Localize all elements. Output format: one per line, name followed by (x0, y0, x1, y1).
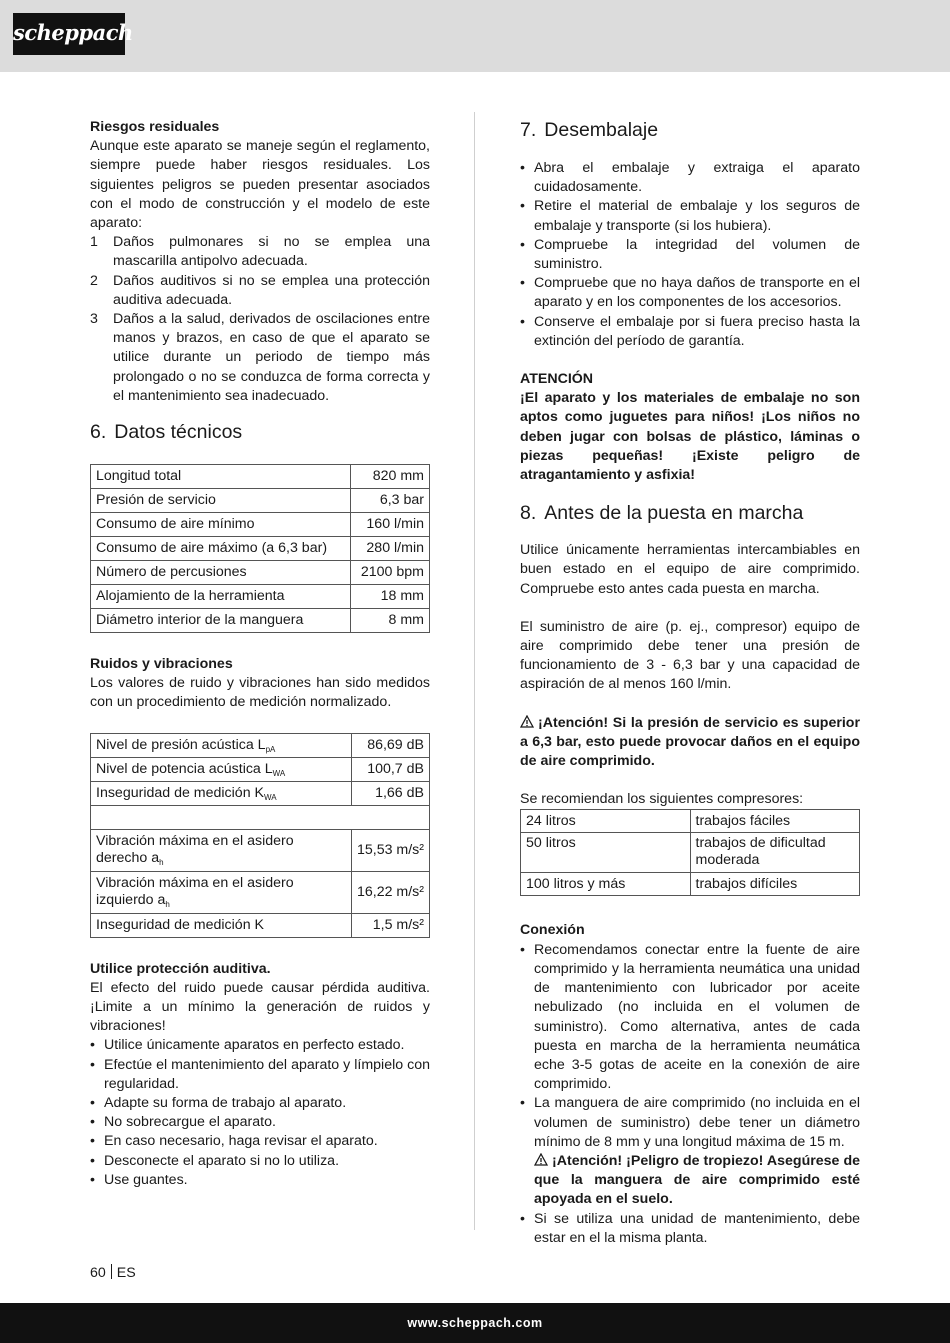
item-text: La manguera de aire comprimido (no incluida en el volumen de suministro) debe tener un diámetro mínimo de 8 mm y una longitud máxima de 15 m. (534, 1095, 860, 1150)
list-item: • Retire el material de embalaje y los seguros de embalaje y transporte (si los hubiera). (520, 197, 860, 235)
cell-value: 86,69 dB (351, 733, 429, 757)
right-column (520, 118, 860, 1248)
table-row (91, 585, 430, 609)
cell-size: 100 litros y más (521, 873, 691, 896)
cell-label: Nivel de presión acústica $L_{pA}$ (91, 733, 352, 757)
language-code: ES (116, 1265, 136, 1281)
residual-risks-intro: Aunque este aparato se maneje según el reglamento, siempre puede haber riesgos residuales. Los siguientes peligros se pueden presentar asociados con el modo de construcción y el modelo de este aparato: (90, 138, 430, 232)
cell-label: Inseguridad de medición K (91, 913, 352, 937)
list-item (520, 1094, 860, 1209)
item-text: Daños a la salud, derivados de oscilaciones entre manos y brazos, en caso de que el aparato se utilice durante un periodo de tiempo más prolongado o no se conduzca de forma correcta y el mantenimiento sea inadecuado. (113, 311, 430, 404)
list-item: • Adapte su forma de trabajo al aparato. (90, 1094, 430, 1113)
hearing-list (90, 1036, 430, 1190)
empty-cell (91, 805, 430, 829)
list-item: • Compruebe que no haya daños de transporte en el aparato y en los componentes de los accesorios. (520, 274, 860, 312)
cell-value: 1,5 m/s² (351, 913, 429, 937)
page-number (90, 1264, 136, 1283)
table-row (91, 733, 430, 757)
cell-label: Nivel de potencia acústica $L_{WA}$ (91, 757, 352, 781)
item-text: Daños auditivos si no se emplea una protección auditiva adecuada. (113, 272, 430, 308)
cell-label: Consumo de aire mínimo (91, 513, 351, 537)
cell-use: trabajos difíciles (690, 873, 860, 896)
cell-value: 160 l/min (350, 513, 429, 537)
section-7-title (520, 118, 860, 142)
item-text: Daños pulmonares si no se emplea una mascarilla antipolvo adecuada. (113, 234, 430, 270)
list-item: • Recomendamos conectar entre la fuente de aire comprimido y la herramienta neumática una unidad de mantenimiento con lubricador por aceite nebulizado (no incluida en el volumen de suministro). Como alternativa, antes de cada puesta en marcha de la herramienta neumática eche 3-5 gotas de aceite en la conexión de aire comprimido. (520, 941, 860, 1095)
table-row (91, 609, 430, 633)
compressor-table (520, 809, 860, 896)
warning-text: ¡Atención! Si la presión de servicio es superior a 6,3 bar, esto puede provocar daños en el equipo de aire comprimido. (520, 714, 860, 770)
website-link[interactable]: www.scheppach.com (407, 1316, 543, 1330)
list-item: • No sobrecargue el aparato. (90, 1113, 430, 1132)
cell-label: Número de percusiones (91, 561, 351, 585)
table-row (521, 833, 860, 873)
cell-label: Inseguridad de medición $K_{WA}$ (91, 781, 352, 805)
item-number: 3 (90, 311, 98, 328)
cell-label: Longitud total (91, 465, 351, 489)
list-item: • Use guantes. (90, 1171, 430, 1190)
connection-list (520, 941, 860, 1248)
compressor-intro: Se recomiendan los siguientes compresores: (520, 791, 804, 808)
cell-use: trabajos fáciles (690, 810, 860, 833)
cell-value: 6,3 bar (350, 489, 429, 513)
cell-value: 1,66 dB (351, 781, 429, 805)
table-row (521, 810, 860, 833)
noise-table (90, 733, 430, 938)
list-item (90, 233, 430, 271)
table-row (91, 561, 430, 585)
footer-bar (0, 1303, 950, 1343)
warning-triangle-icon (520, 715, 534, 728)
table-row (91, 913, 430, 937)
section-title-text: Desembalaje (544, 119, 659, 141)
table-row-empty (91, 805, 430, 829)
tripping-warning (534, 1152, 860, 1210)
item-number: 2 (90, 272, 98, 289)
cell-value: 2100 bpm (350, 561, 429, 585)
item-number: 1 (90, 234, 98, 251)
table-row (91, 871, 430, 913)
cell-size: 24 litros (521, 810, 691, 833)
table-row (91, 757, 430, 781)
column-divider (474, 112, 475, 1230)
table-row (91, 513, 430, 537)
section-title-text: Datos técnicos (114, 421, 243, 444)
list-item: • Abra el embalaje y extraiga el aparato cuidadosamente. (520, 159, 860, 197)
list-item: • Utilice únicamente aparatos en perfecto estado. (90, 1036, 430, 1055)
section-title-text: Antes de la puesta en marcha (544, 502, 804, 525)
cell-value: 820 mm (350, 465, 429, 489)
cell-value: 15,53 m/s² (351, 829, 429, 871)
list-item (90, 272, 430, 310)
list-item: • En caso necesario, haga revisar el aparato. (90, 1132, 430, 1151)
section-number: 7. (520, 119, 537, 141)
table-row (91, 829, 430, 871)
before-paragraph-2: El suministro de aire (p. ej., compresor) equipo de aire comprimido debe tener una presión de funcionamiento de 3 - 6,3 bar y una capacidad de aspiración de al menos 160 l/min. (520, 618, 860, 693)
table-row (521, 873, 860, 896)
connection-heading: Conexión (520, 922, 585, 939)
list-item: • Desconecte el aparato si no lo utiliza. (90, 1152, 430, 1171)
cell-value: 280 l/min (350, 537, 429, 561)
cell-value: 8 mm (350, 609, 429, 633)
list-item (90, 310, 430, 406)
section-number: 8. (520, 502, 537, 525)
noise-intro: Los valores de ruido y vibraciones han sido medidos con un procedimiento de medición normalizado. (90, 675, 430, 711)
list-item: • Conserve el embalaje por si fuera preciso hasta la extinción del período de garantía. (520, 313, 860, 351)
tech-data-table (90, 464, 430, 633)
left-column (90, 118, 430, 1190)
cell-label: Vibración máxima en el asidero izquierdo $a_h$ (91, 871, 352, 913)
hearing-heading: Utilice protección auditiva. (90, 960, 271, 977)
cell-use: trabajos de dificultad moderada (690, 833, 860, 873)
table-row (91, 537, 430, 561)
cell-value: 16,22 m/s² (351, 871, 429, 913)
cell-size: 50 litros (521, 833, 691, 873)
attention-text: ¡El aparato y los materiales de embalaje no son aptos como juguetes para niños! ¡Los niños no deben jugar con bolsas de plástico, láminas o piezas pequeñas! ¡Existe peligro de atragantamiento y asfixia! (520, 390, 860, 484)
section-8-title (520, 501, 860, 525)
cell-label: Presión de servicio (91, 489, 351, 513)
attention-label: ATENCIÓN (520, 371, 594, 388)
table-row (91, 465, 430, 489)
section-6-title (90, 420, 430, 444)
cell-value: 18 mm (350, 585, 429, 609)
unpack-list (520, 159, 860, 351)
separator (111, 1264, 112, 1279)
pressure-warning (520, 714, 860, 772)
table-row (91, 489, 430, 513)
list-item: • Si se utiliza una unidad de mantenimiento, debe estar en el la misma planta. (520, 1210, 860, 1248)
warning-triangle-icon (534, 1153, 548, 1166)
cell-value: 100,7 dB (351, 757, 429, 781)
page-number-value: 60 (90, 1265, 106, 1281)
before-paragraph-1: Utilice únicamente herramientas intercambiables en buen estado en el equipo de aire comprimido. Compruebe esto antes cada puesta en marcha. (520, 542, 860, 597)
list-item: • Efectúe el mantenimiento del aparato y límpielo con regularidad. (90, 1056, 430, 1094)
cell-label: Diámetro interior de la manguera (91, 609, 351, 633)
table-row (91, 781, 430, 805)
header-bar (0, 0, 950, 72)
cell-label: Alojamiento de la herramienta (91, 585, 351, 609)
warning-text: ¡Atención! ¡Peligro de tropiezo! Asegúrese de que la manguera de aire comprimido esté apoyada en el suelo. (534, 1152, 860, 1208)
residual-risks-heading: Riesgos residuales (90, 119, 220, 135)
noise-heading: Ruidos y vibraciones (90, 656, 233, 673)
hearing-intro: El efecto del ruido puede causar pérdida auditiva. ¡Limite a un mínimo la generación de ruidos y vibraciones! (90, 979, 430, 1035)
residual-risks-list (90, 233, 430, 406)
cell-label: Vibración máxima en el asidero derecho $a_h$ (91, 829, 352, 871)
brand-logo: scheppach (13, 13, 125, 55)
section-number: 6. (90, 421, 107, 444)
cell-label: Consumo de aire máximo (a 6,3 bar) (91, 537, 351, 561)
list-item: • Compruebe la integridad del volumen de suministro. (520, 236, 860, 274)
